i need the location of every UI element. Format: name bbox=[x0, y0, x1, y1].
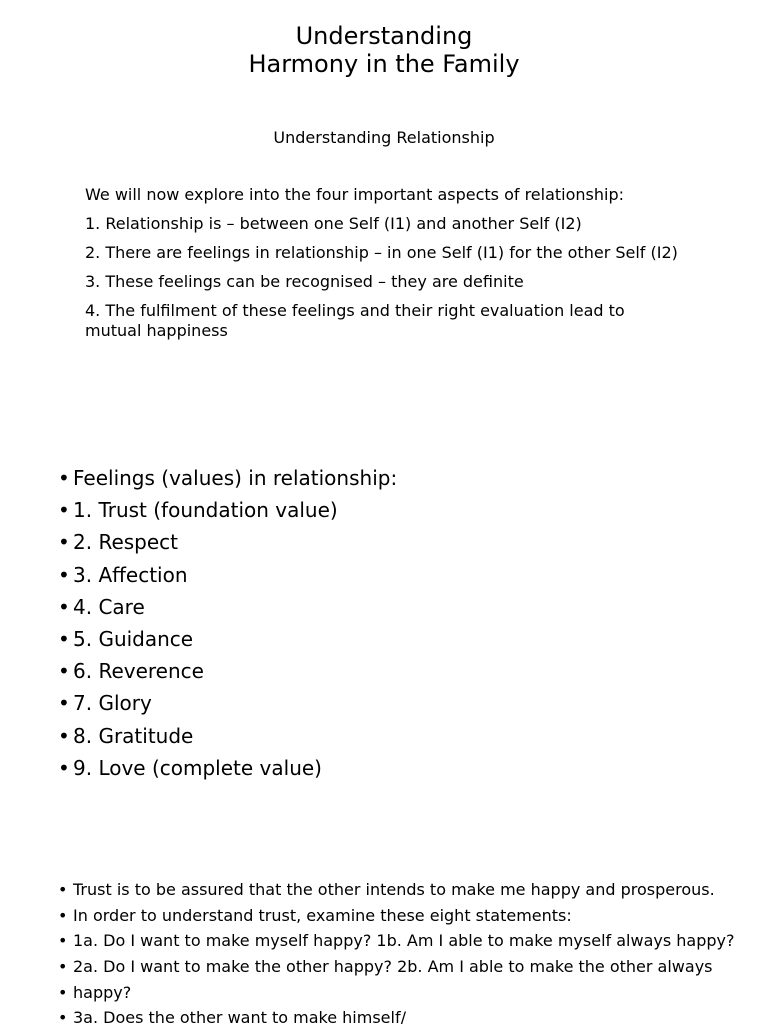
trust-item-text: In order to understand trust, examine these eight statements: bbox=[73, 905, 572, 925]
trust-list-item bbox=[58, 981, 738, 1007]
trust-item-text: Trust is to be assured that the other intends to make me happy and prosperous. bbox=[73, 880, 715, 899]
trust-item-text: 1a. Do I want to make myself happy? 1b. Am I able to make myself always happy? bbox=[73, 931, 735, 951]
bullet-icon: • bbox=[58, 931, 68, 951]
intro-line: 4. The fulfilment of these feelings and their right evaluation lead to mutual happiness bbox=[85, 301, 625, 340]
intro-line: 3. These feelings can be recognised – they are definite bbox=[85, 272, 524, 291]
values-item-text: 6. Reverence bbox=[73, 659, 204, 684]
intro-line: 2. There are feelings in relationship – in one Self (I1) for the other Self (I2) bbox=[85, 243, 678, 262]
values-list-item bbox=[58, 593, 738, 625]
values-list-item bbox=[58, 464, 738, 496]
bullet-icon: • bbox=[58, 530, 70, 555]
bullet-icon: • bbox=[58, 594, 70, 619]
intro-line: 1. Relationship is – between one Self (I1) and another Self (I2) bbox=[85, 214, 582, 233]
trust-list bbox=[58, 878, 738, 1024]
values-item-text: Feelings (values) in relationship: bbox=[73, 466, 398, 490]
title-line-2: Harmony in the Family bbox=[248, 50, 520, 78]
bullet-icon: • bbox=[58, 691, 70, 716]
bullet-icon: • bbox=[58, 957, 68, 977]
bullet-icon: • bbox=[58, 659, 70, 684]
bullet-icon: • bbox=[58, 905, 68, 925]
bullet-icon: • bbox=[58, 755, 70, 780]
intro-line: We will now explore into the four important aspects of relationship: bbox=[85, 185, 625, 204]
values-list-item bbox=[58, 689, 738, 721]
bullet-icon: • bbox=[58, 723, 70, 748]
values-item-text: 9. Love (complete value) bbox=[73, 755, 322, 780]
intro-paragraph-block bbox=[85, 185, 685, 350]
values-item-text: 8. Gratitude bbox=[73, 723, 194, 748]
values-list-item bbox=[58, 657, 738, 689]
values-item-text: 4. Care bbox=[73, 594, 145, 619]
values-list-item bbox=[58, 625, 738, 657]
bullet-icon: • bbox=[58, 562, 70, 587]
bullet-icon: • bbox=[58, 626, 70, 651]
bullet-icon: • bbox=[58, 466, 70, 490]
trust-list-item bbox=[58, 955, 738, 981]
bullet-icon: • bbox=[58, 880, 68, 899]
values-item-text: 7. Glory bbox=[73, 691, 152, 716]
bullet-icon: • bbox=[58, 982, 68, 1002]
trust-list-item bbox=[58, 929, 738, 955]
values-list bbox=[58, 464, 738, 786]
values-item-text: 1. Trust (foundation value) bbox=[73, 498, 338, 523]
values-list-item bbox=[58, 722, 738, 754]
values-item-text: 5. Guidance bbox=[73, 626, 194, 651]
title-line-1: Understanding bbox=[295, 22, 473, 50]
trust-list-item bbox=[58, 1006, 738, 1024]
trust-list-item bbox=[58, 904, 738, 930]
trust-list-item bbox=[58, 878, 738, 904]
trust-item-text: happy? bbox=[73, 982, 132, 1002]
values-list-item bbox=[58, 561, 738, 593]
bullet-icon: • bbox=[58, 498, 70, 523]
section-subtitle: Understanding Relationship bbox=[273, 128, 495, 147]
values-list-item bbox=[58, 754, 738, 786]
trust-item-text: 3a. Does the other want to make himself/ bbox=[73, 1008, 406, 1024]
page-title bbox=[0, 22, 768, 78]
values-item-text: 3. Affection bbox=[73, 562, 188, 587]
values-list-item bbox=[58, 496, 738, 528]
values-list-item bbox=[58, 528, 738, 560]
values-item-text: 2. Respect bbox=[73, 530, 178, 555]
trust-item-text: 2a. Do I want to make the other happy? 2b. Am I able to make the other always bbox=[73, 957, 713, 977]
bullet-icon: • bbox=[58, 1008, 68, 1024]
